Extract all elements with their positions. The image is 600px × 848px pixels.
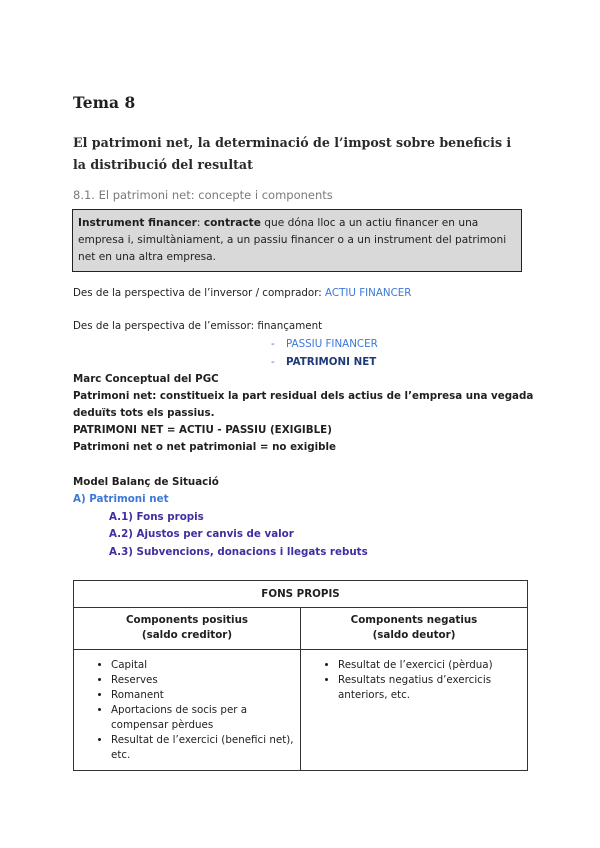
investor-label: Des de la perspectiva de l’inversor / comprador: (73, 287, 326, 299)
model-item: A.2) Ajustos per canvis de valor (109, 528, 294, 540)
investor-value: ACTIU FINANCER (325, 287, 412, 299)
table-title: FONS PROPIS (74, 581, 528, 608)
model-heading: Model Balanç de Situació (73, 476, 219, 488)
issuer-item-label: PASSIU FINANCER (286, 338, 378, 350)
list-item: • Reserves (111, 673, 295, 688)
definition-keyword: contracte (203, 217, 261, 229)
issuer-item-label: PATRIMONI NET (286, 356, 377, 368)
list-item: • Resultats negatius d’exercicis anteriors, etc. (338, 673, 522, 703)
model-section-a: A) Patrimoni net (73, 493, 169, 505)
issuer-item (271, 356, 376, 368)
list-item: • Capital (111, 658, 295, 673)
fons-propis-table (73, 580, 528, 771)
list-item: • Resultat de l’exercici (pèrdua) (338, 658, 522, 673)
section-heading: 8.1. El patrimoni net: concepte i components (73, 188, 333, 202)
marc-line: PATRIMONI NET = ACTIU - PASSIU (EXIGIBLE) (73, 424, 332, 436)
investor-perspective (73, 287, 411, 299)
model-item: A.1) Fons propis (109, 511, 204, 523)
negative-list (302, 651, 526, 709)
list-item: • Resultat de l’exercici (benefici net), etc. (111, 733, 295, 763)
list-item: • Aportacions de socis per a compensar pèrdues (111, 703, 295, 733)
marc-line: deduïts tots els passius. (73, 407, 215, 419)
definition-separator: : (196, 217, 204, 229)
marc-line: Patrimoni net: constitueix la part residual dels actius de l’empresa una vegada (73, 390, 534, 402)
positive-column-header (74, 608, 301, 650)
list-item: • Romanent (111, 688, 295, 703)
model-item: A.3) Subvencions, donacions i llegats rebuts (109, 546, 368, 558)
definition-text: que dóna lloc a un actiu financer en una empresa i, simultàniament, a un passiu financer o a un instrument del patrimoni net en una altra empresa. (78, 217, 507, 263)
definition-term: Instrument financer (78, 217, 197, 229)
chapter-subtitle: El patrimoni net, la determinació de l’impost sobre beneficis i la distribució del resultat (73, 135, 512, 172)
item-dash: - (271, 356, 275, 368)
column-header-sub: (saldo creditor) (141, 629, 233, 641)
column-header-label: Components negatius (350, 614, 478, 626)
positive-list (75, 651, 299, 769)
column-header-sub: (saldo deutor) (372, 629, 456, 641)
negative-column-header (301, 608, 528, 650)
marc-heading: Marc Conceptual del PGC (73, 373, 219, 385)
column-header-label: Components positius (125, 614, 249, 626)
issuer-perspective: Des de la perspectiva de l’emissor: finançament (73, 320, 323, 332)
negative-items-cell (301, 650, 528, 771)
positive-items-cell (74, 650, 301, 771)
definition-box (72, 209, 522, 272)
marc-line: Patrimoni net o net patrimonial = no exigible (73, 441, 337, 453)
item-dash: - (271, 338, 275, 350)
issuer-item (271, 338, 378, 350)
page-title: Tema 8 (73, 93, 136, 112)
